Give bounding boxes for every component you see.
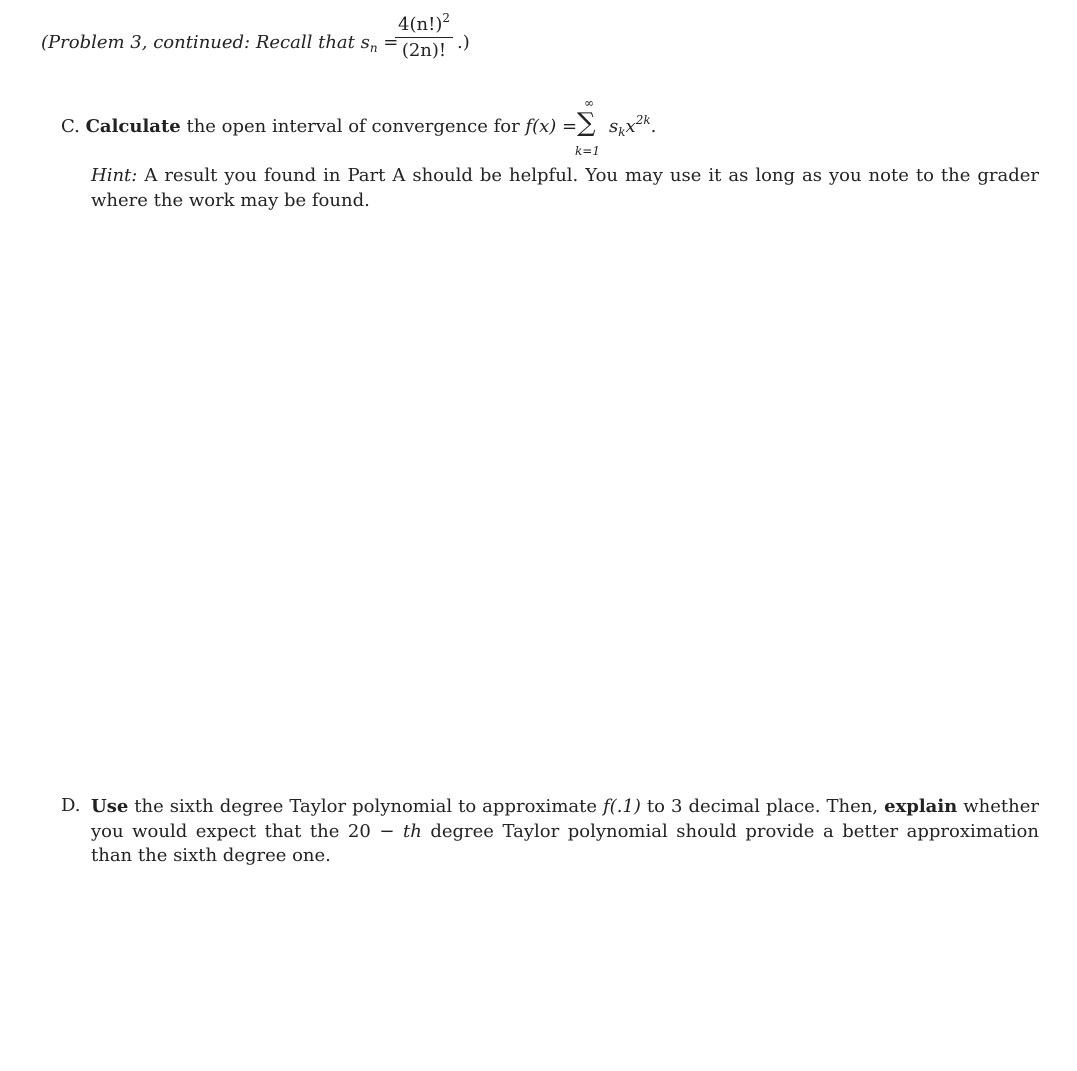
term-period: .: [650, 116, 657, 137]
part-c-label: C.: [61, 116, 80, 137]
part-d-text-1: the sixth degree Taylor polynomial to approximate: [128, 796, 604, 817]
part-d-verb-2: explain: [884, 796, 958, 817]
recall-subscript: n: [369, 41, 378, 55]
term-subscript: k: [618, 125, 626, 139]
term-s: s: [609, 116, 619, 137]
fraction-bar: [395, 37, 453, 38]
part-d-text-4: degree Taylor polynomial should provide a better approximation than the sixth degree one.: [91, 820, 1039, 866]
sigma-upper-limit: ∞: [584, 96, 594, 110]
part-d-label: D.: [61, 795, 81, 816]
part-d-text-3: whether you would expect that the 20 −: [91, 796, 1040, 842]
hint-text: A result you found in Part A should be helpful. You may use it as long as you note to the grader where the work may be found.: [91, 165, 1039, 211]
recall-suffix: .): [457, 32, 470, 53]
numerator-text: 4(n!): [398, 14, 443, 35]
hint-label: Hint:: [91, 165, 138, 186]
recall-fraction: [395, 11, 453, 62]
recall-statement: [41, 32, 398, 53]
part-d-function: f(.1): [603, 796, 641, 817]
part-c-question: [61, 116, 577, 137]
part-d-text-2: to 3 decimal place. Then,: [640, 796, 885, 817]
fraction-denominator: (2n)!: [401, 40, 447, 61]
sigma-lower-limit: k=1: [575, 144, 600, 158]
part-c-text: the open interval of convergence for: [180, 116, 526, 137]
hint-paragraph: [91, 164, 1039, 213]
fraction-numerator: [395, 11, 453, 36]
summation-term: [609, 113, 657, 139]
summation-symbol: ∑: [577, 108, 596, 138]
part-d-question: [91, 795, 1039, 869]
part-d-verb: Use: [91, 796, 129, 817]
part-c-function: f(x) =: [525, 116, 578, 137]
recall-prefix: (Problem 3, continued: Recall that s: [41, 32, 370, 53]
recall-equals: =: [377, 32, 399, 53]
part-c-verb: Calculate: [85, 116, 181, 137]
part-d-th: th: [402, 820, 422, 842]
term-exponent: 2k: [635, 113, 651, 127]
term-x: x: [625, 116, 636, 137]
numerator-exponent: 2: [442, 11, 450, 25]
